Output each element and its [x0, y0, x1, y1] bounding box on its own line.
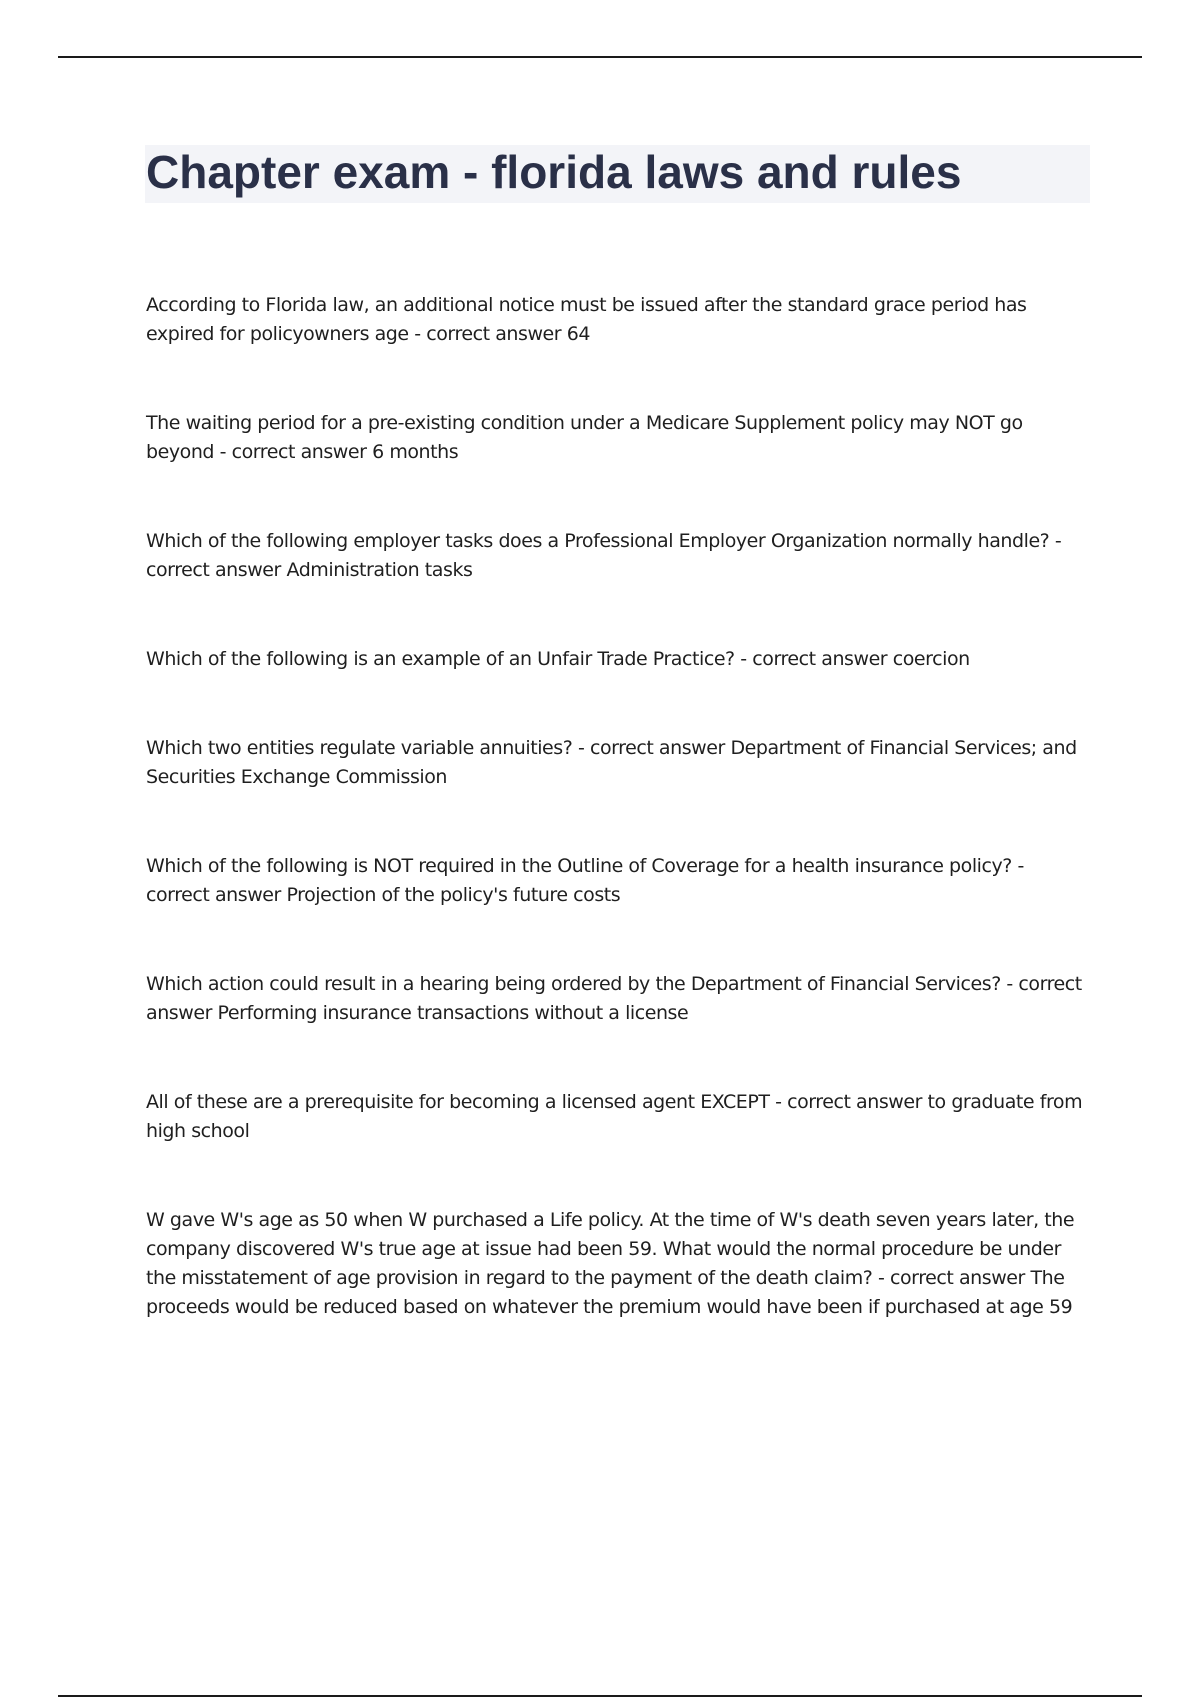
page-title: Chapter exam - florida laws and rules — [146, 146, 962, 198]
question-item: The waiting period for a pre-existing condition under a Medicare Supplement policy may NOT go beyond - correct answer 6 months — [146, 412, 1023, 463]
question-item: Which of the following is NOT required in the Outline of Coverage for a health insurance policy? - correct answer Projection of the policy's future costs — [146, 855, 1024, 906]
bottom-rule — [58, 1695, 1142, 1697]
top-rule — [58, 56, 1142, 58]
question-item: Which action could result in a hearing being ordered by the Department of Financial Services? - correct answer Performing insurance transactions without a license — [146, 973, 1082, 1024]
question-item: Which of the following is an example of an Unfair Trade Practice? - correct answer coercion — [146, 648, 970, 670]
question-item: Which two entities regulate variable annuities? - correct answer Department of Financial Services; and Securities Exchange Commission — [146, 737, 1077, 788]
question-item: Which of the following employer tasks does a Professional Employer Organization normally handle? - correct answer Administration tasks — [146, 530, 1062, 581]
question-item: W gave W's age as 50 when W purchased a Life policy. At the time of W's death seven years later, the company discovered W's true age at issue had been 59. What would the normal procedure be under the misstatement of age provision in regard to the payment of the death claim? - correct answer The proceeds would be reduced based on whatever the premium would have been if purchased at age 59 — [146, 1209, 1075, 1318]
question-item: All of these are a prerequisite for becoming a licensed agent EXCEPT - correct answer to graduate from high school — [146, 1091, 1083, 1142]
question-item: According to Florida law, an additional notice must be issued after the standard grace period has expired for policyowners age - correct answer 64 — [146, 294, 1027, 345]
question-list — [146, 291, 1091, 1382]
